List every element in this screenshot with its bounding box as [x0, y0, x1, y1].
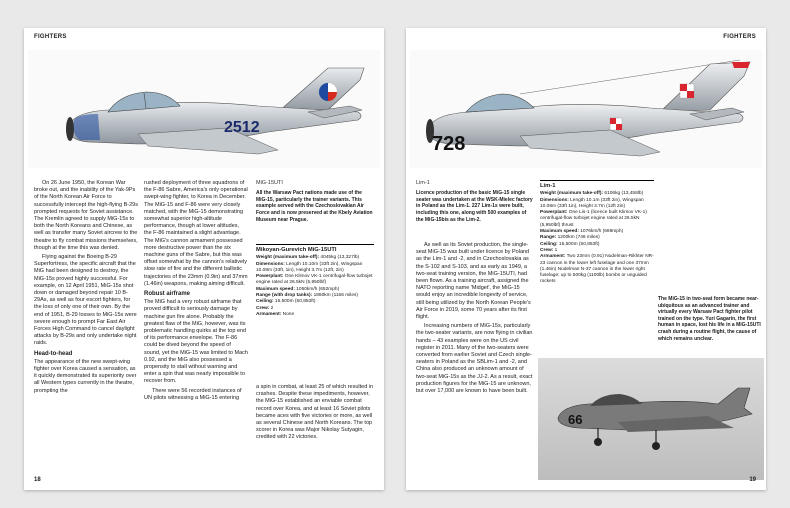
page-number: 18	[34, 477, 41, 483]
photo-tail-number: 66	[568, 412, 583, 427]
caption-text: All the Warsaw Pact nations made use of the MiG-15, particularly the trainer variants. This example served with the Czechoslovakian Air Force and is now preserved at the Kbely Aviation Museum near Prague.	[256, 190, 373, 223]
subheading-robust-airframe: Robust airframe	[144, 291, 191, 298]
spec-box	[256, 244, 374, 318]
tail-number: 728	[432, 133, 466, 155]
paragraph: Flying against the Boeing B-29 Superfortress, the specific aircraft that the MiG had been designed to destroy, the MiG-15s proved highly successful. For example, on 12 April 1951, MiG-15s shot down or damaged beyond repair 10 B-29As, as well as four escort fighters, for the loss of only one of their own. By the end of 1951, B-29 losses to MiG-15s were severe enough to prompt Far East Air Forces High Command to cancel daylight attacks by B-29s and only undertake night raids.	[34, 254, 137, 347]
right-page	[406, 28, 766, 490]
mig15uti-illustration	[28, 50, 380, 168]
body-column-3	[256, 384, 374, 444]
spec-row: Crew: 1	[540, 247, 558, 253]
spec-row: Dimensions: Length 10.1m (33ft 2in), Wingspan 10.08m (33ft 1in), Height 3.7m (12ft 2in)	[540, 197, 644, 209]
paragraph: There were 56 recorded instances of UN pilots witnessing a MiG-15 entering	[144, 387, 242, 401]
photo-caption: The MiG-15 in two-seat form became near-ubiquitous as an advanced trainer and virtually every Warsaw Pact fighter pilot trained on the type. Yuri Gagarin, the first human in space, lost his life in a MiG-15UTI crash during a routine flight, the cause of which remains unclear.	[658, 296, 761, 342]
spec-title: Lim-1	[540, 183, 556, 189]
czech-roundel-icon	[319, 83, 337, 101]
mig15-photo	[538, 358, 764, 480]
aircraft-profile-drawing	[28, 50, 380, 168]
spec-row: Maximum speed: 1050km/h (652mph)	[256, 286, 340, 292]
lim1-illustration	[410, 50, 762, 168]
left-page	[24, 28, 384, 490]
tail-number: 2512	[224, 119, 260, 136]
caption-title: MiG-15UTI	[256, 180, 283, 186]
aircraft-profile-drawing	[410, 50, 762, 168]
spec-row: Armament: Two 23mm (0.91) Nudelman-Rikhter NR-23 cannon in the lower left fuselage and one 37mm (1.46in) Nudelman N-37 cannon in the lower right fuselage; up to 500kg (1100lb) bombs or unguided rockets	[540, 254, 654, 285]
polish-checkerboard-icon	[680, 84, 694, 98]
paragraph: The appearance of the new swept-wing fighter over Korea caused a sensation, as it quickly demonstrated its superiority over all Western types currently in the theatre, prompting the	[34, 358, 137, 394]
caption-block	[416, 180, 534, 223]
spec-row: Dimensions: Length 10.10m (33ft 2in), Wingspan 10.08m (33ft, 1in), Height 3.7m (12ft, 2in)	[256, 261, 363, 273]
spec-row: Maximum speed: 1076km/h (669mph)	[540, 229, 624, 235]
body-column-2	[144, 180, 248, 404]
paragraph: The MiG had a very robust airframe that proved difficult to seriously damage by machine gun fire alone. Probably the greatest flaw of the MiG, however, was its problematic handling quirks at the top end of its performance envelope. The F-86 could be dived beyond the speed of sound, yet the MiG-15 was limited to Mach 0.92, and the MiG also possessed a propensity to stall without warning and enter a spin that was nearly impossible to recover from.	[144, 299, 248, 385]
caption-block	[256, 180, 374, 223]
page-number: 19	[749, 477, 756, 483]
section-header: FIGHTERS	[34, 34, 67, 40]
spec-row: Ceiling: 15,500m (50,853ft)	[256, 299, 316, 305]
spec-row: Ceiling: 15,500m (50,853ft)	[540, 241, 600, 247]
spec-row: Powerplant: One Lis-1 (licence built Klimov VK-1) centrifugal-flow turbojet engine rated at 26.5kN (5,950lbf) thrust	[540, 210, 647, 228]
body-column-1	[34, 180, 138, 397]
section-header: FIGHTERS	[723, 34, 756, 40]
paragraph: rushed deployment of three squadrons of the F-86 Sabre, America's only operational swept-wing fighter, to Korea in December. The MiG-15 and F-86 were very closely matched, with the MiG-15 demonstrating somewhat superior high-altitude performance, though at lower altitudes, the F-86 maintained a slight advantage. The MiG's cannon armament possessed more destructive power than the six machine guns of the Sabre, but this was offset somewhat by the cannon's relatively slow rate of fire and the different ballistic trajectories of the 23mm (0.9in) and 37mm (1.46in) weapons, making aiming difficult.	[144, 180, 248, 287]
spec-row: Range (with drop tanks): 1860km (1156 miles)	[256, 293, 359, 299]
spec-row: Powerplant: One Klimov VK-1 centrifugal-flow turbojet engine rated at 26.5kN (5,950lbf)	[256, 274, 373, 286]
body-column-1	[416, 242, 534, 397]
spec-row: Crew: 2	[256, 305, 274, 311]
spec-row: Weight (maximum take-off): 4045kg (13,327lb)	[256, 255, 360, 261]
spec-row: Armament: None	[256, 311, 295, 317]
paragraph: Increasing numbers of MiG-15s, particularly the two-seater variants, are now flying in civilian hands – 43 examples were on the US civil register in 2011. Many of the two-seaters were converted from earlier Soviet and Czech single-seaters in Poland as the SBLim-1 and -2, and China also produced an unknown amount of two-seat MiG-15s as the JJ-2. As a result, exact production figures for the MiG-15 are unknown, but over 17,000 are known to have been built.	[416, 323, 533, 395]
spec-row: Weight (maximum take-off): 6106kg (13,458lb)	[540, 191, 644, 197]
spec-box	[540, 180, 654, 286]
paragraph: As well as its Soviet production, the single-seat MiG-15 was built under licence by Poland as the Lim-1 and -2, and in Czechoslovakia as the S-102 and S-103, and as early as 1949, a two-seat training version, the MiG-15UTI, had been flown. As a training aircraft, assigned the NATO reporting name 'Midget', the MiG-15 would enjoy an incredible longevity of service, still being utilized by the North Korean People's Air Force in 2019, some 70 years after its first flight.	[416, 242, 531, 321]
paragraph: On 26 June 1950, the Korean War broke out, and the inability of the Yak-9Ps of the North Korean Air Force to successfully intercept the high-flying B-29s prompted requests for Soviet assistance. The Kremlin agreed to supply MiG-15s to both the North Koreans and Chinese, as well as transfer many Soviet aircrew to the theatre to fly combat missions themselves, though at the time this was denied.	[34, 180, 138, 251]
caption-title: Lim-1	[416, 180, 430, 186]
spec-title: Mikoyan-Gurevich MiG-15UTI	[256, 247, 337, 253]
bw-aircraft-photo	[538, 358, 764, 480]
subheading-head-to-head: Head-to-head	[34, 350, 73, 357]
paragraph: a spin in combat, at least 25 of which resulted in crashes. Despite these impediments, however, the MiG-15 established an enviable combat record over Korea, and at least 16 Soviet pilots became aces with five victories or more, as well as several Chinese and North Koreans. The top scorer in Korea was Major Nikolay Sutyagin, credited with 22 victories.	[256, 384, 374, 441]
spec-row: Range: 1200km (746 miles)	[540, 235, 600, 241]
caption-text: Licence production of the basic MiG-15 single seater was undertaken at the WSK-Mielec factory in Poland as the Lim-1. 227 Lim-1s were built, including this one, along with 500 examples of the MiG-15bis as the Lim-2.	[416, 190, 533, 223]
polish-checkerboard-icon	[610, 118, 622, 130]
